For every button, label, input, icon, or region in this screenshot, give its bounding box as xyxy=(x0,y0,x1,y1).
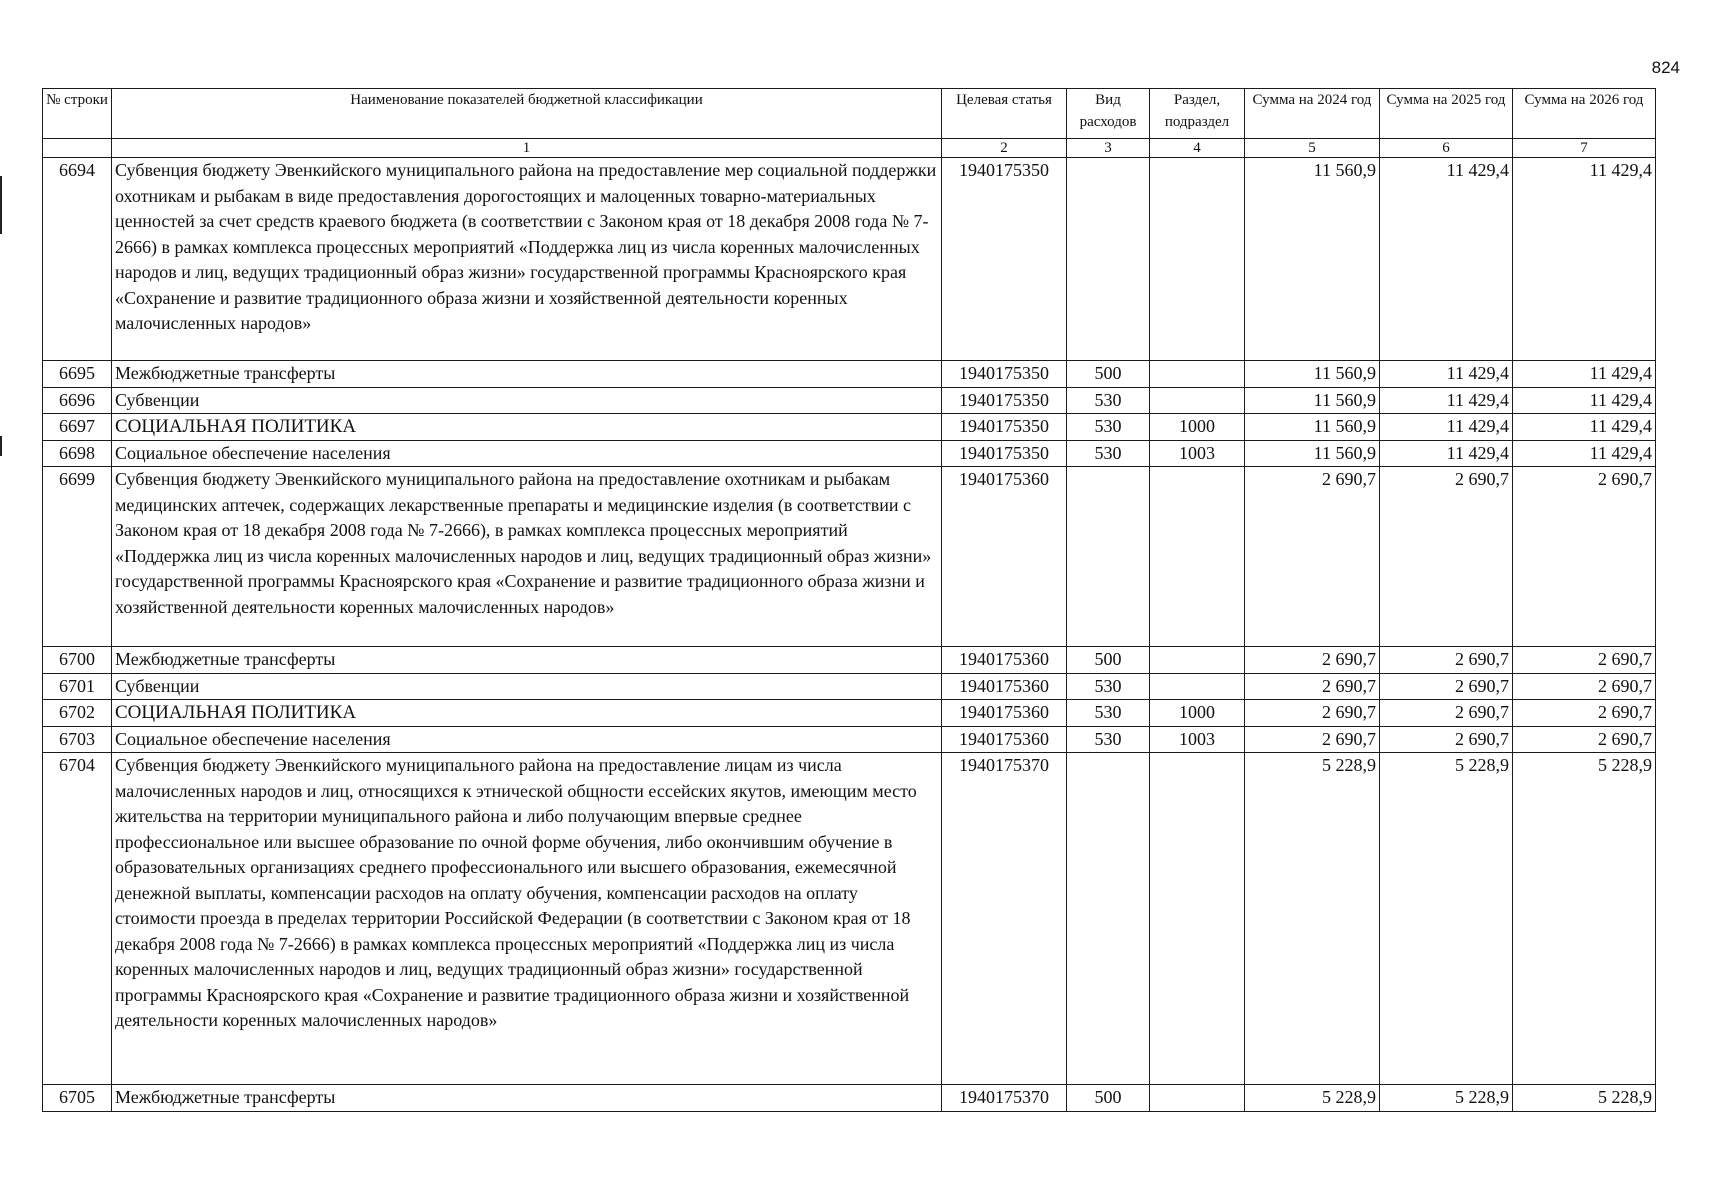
row-sum-2024: 2 690,7 xyxy=(1245,673,1380,700)
row-sum-2024: 2 690,7 xyxy=(1245,726,1380,753)
row-name: Субвенция бюджету Эвенкийского муниципального района на предоставление мер социальной поддержки охотникам и рыбакам в виде предоставления дорогостоящих и малоценных товарно-материальных ценностей за счет средств краевого бюджета (в соответствии с Законом края от 18 декабря 2008 года № 7-2666) в рамках комплекса процессных мероприятий «Поддержка лиц из числа коренных малочисленных народов и лиц, ведущих традиционный образ жизни» государственной программы Красноярского края «Сохранение и развитие традиционного образа жизни и хозяйственной деятельности коренных малочисленных народов» xyxy=(112,158,942,361)
row-name: СОЦИАЛЬНАЯ ПОЛИТИКА xyxy=(112,414,942,441)
row-section xyxy=(1150,467,1245,647)
row-number: 6701 xyxy=(43,673,112,700)
table-row xyxy=(43,1085,1656,1112)
row-expense-type: 530 xyxy=(1067,387,1150,414)
row-sum-2024: 11 560,9 xyxy=(1245,440,1380,467)
row-sum-2025: 2 690,7 xyxy=(1380,467,1513,647)
row-target: 1940175350 xyxy=(942,414,1067,441)
row-sum-2025: 11 429,4 xyxy=(1380,361,1513,388)
row-sum-2024: 2 690,7 xyxy=(1245,647,1380,674)
header-section: Раздел, подраздел xyxy=(1150,89,1245,139)
row-section: 1003 xyxy=(1150,440,1245,467)
row-target: 1940175350 xyxy=(942,387,1067,414)
column-number: 2 xyxy=(942,139,1067,158)
row-target: 1940175360 xyxy=(942,647,1067,674)
row-sum-2024: 11 560,9 xyxy=(1245,158,1380,361)
row-number: 6696 xyxy=(43,387,112,414)
row-sum-2025: 11 429,4 xyxy=(1380,414,1513,441)
column-number: 5 xyxy=(1245,139,1380,158)
row-sum-2026: 2 690,7 xyxy=(1513,467,1656,647)
column-number: 1 xyxy=(112,139,942,158)
row-expense-type: 530 xyxy=(1067,414,1150,441)
row-section xyxy=(1150,753,1245,1085)
row-sum-2026: 5 228,9 xyxy=(1513,1085,1656,1112)
row-number: 6702 xyxy=(43,700,112,727)
table-row xyxy=(43,647,1656,674)
row-target: 1940175360 xyxy=(942,673,1067,700)
row-number: 6703 xyxy=(43,726,112,753)
row-expense-type xyxy=(1067,467,1150,647)
row-target: 1940175370 xyxy=(942,753,1067,1085)
column-number xyxy=(43,139,112,158)
row-sum-2025: 11 429,4 xyxy=(1380,440,1513,467)
row-section xyxy=(1150,361,1245,388)
row-sum-2025: 5 228,9 xyxy=(1380,753,1513,1085)
row-expense-type xyxy=(1067,158,1150,361)
header-expense-type: Вид расходов xyxy=(1067,89,1150,139)
row-expense-type: 500 xyxy=(1067,361,1150,388)
row-section xyxy=(1150,673,1245,700)
table-row xyxy=(43,726,1656,753)
row-sum-2025: 2 690,7 xyxy=(1380,673,1513,700)
table-row xyxy=(43,467,1656,647)
row-sum-2026: 11 429,4 xyxy=(1513,158,1656,361)
row-section xyxy=(1150,647,1245,674)
row-name: Субвенции xyxy=(112,387,942,414)
margin-mark xyxy=(0,436,2,456)
header-row-no: № строки xyxy=(43,89,112,139)
row-target: 1940175370 xyxy=(942,1085,1067,1112)
row-name: Межбюджетные трансферты xyxy=(112,1085,942,1112)
row-section xyxy=(1150,387,1245,414)
table-row xyxy=(43,158,1656,361)
row-sum-2025: 2 690,7 xyxy=(1380,726,1513,753)
row-expense-type: 530 xyxy=(1067,440,1150,467)
row-target: 1940175360 xyxy=(942,726,1067,753)
row-target: 1940175360 xyxy=(942,700,1067,727)
page-number: 824 xyxy=(1651,58,1680,77)
row-sum-2026: 2 690,7 xyxy=(1513,673,1656,700)
table-row xyxy=(43,700,1656,727)
table-row xyxy=(43,753,1656,1085)
row-section xyxy=(1150,158,1245,361)
header-sum-2024: Сумма на 2024 год xyxy=(1245,89,1380,139)
header-name: Наименование показателей бюджетной классификации xyxy=(112,89,942,139)
row-number: 6694 xyxy=(43,158,112,361)
row-number: 6699 xyxy=(43,467,112,647)
header-target: Целевая статья xyxy=(942,89,1067,139)
column-number-row xyxy=(43,139,1656,158)
row-section: 1000 xyxy=(1150,414,1245,441)
row-sum-2026: 11 429,4 xyxy=(1513,414,1656,441)
margin-mark xyxy=(0,176,2,234)
row-name: Субвенции xyxy=(112,673,942,700)
row-target: 1940175350 xyxy=(942,158,1067,361)
column-number: 3 xyxy=(1067,139,1150,158)
header-sum-2026: Сумма на 2026 год xyxy=(1513,89,1656,139)
row-section: 1000 xyxy=(1150,700,1245,727)
row-section: 1003 xyxy=(1150,726,1245,753)
row-sum-2024: 5 228,9 xyxy=(1245,1085,1380,1112)
row-sum-2026: 2 690,7 xyxy=(1513,700,1656,727)
table-row xyxy=(43,361,1656,388)
row-sum-2024: 11 560,9 xyxy=(1245,361,1380,388)
row-sum-2025: 2 690,7 xyxy=(1380,647,1513,674)
header-sum-2025: Сумма на 2025 год xyxy=(1380,89,1513,139)
row-sum-2026: 11 429,4 xyxy=(1513,387,1656,414)
row-target: 1940175350 xyxy=(942,440,1067,467)
row-sum-2025: 5 228,9 xyxy=(1380,1085,1513,1112)
column-number: 4 xyxy=(1150,139,1245,158)
row-name: Социальное обеспечение населения xyxy=(112,440,942,467)
row-section xyxy=(1150,1085,1245,1112)
row-name: Социальное обеспечение населения xyxy=(112,726,942,753)
row-number: 6697 xyxy=(43,414,112,441)
column-number: 6 xyxy=(1380,139,1513,158)
table-row xyxy=(43,673,1656,700)
row-sum-2026: 2 690,7 xyxy=(1513,726,1656,753)
row-name: Межбюджетные трансферты xyxy=(112,361,942,388)
row-expense-type: 500 xyxy=(1067,647,1150,674)
row-target: 1940175360 xyxy=(942,467,1067,647)
row-name: Субвенция бюджету Эвенкийского муниципального района на предоставление охотникам и рыбакам медицинских аптечек, содержащих лекарственные препараты и медицинские изделия (в соответствии с Законом края от 18 декабря 2008 года № 7-2666), в рамках комплекса процессных мероприятий «Поддержка лиц из числа коренных малочисленных народов и лиц, ведущих традиционный образ жизни» государственной программы Красноярского края «Сохранение и развитие традиционного образа жизни и хозяйственной деятельности коренных малочисленных народов» xyxy=(112,467,942,647)
row-number: 6704 xyxy=(43,753,112,1085)
table-row xyxy=(43,414,1656,441)
row-sum-2026: 5 228,9 xyxy=(1513,753,1656,1085)
row-name: СОЦИАЛЬНАЯ ПОЛИТИКА xyxy=(112,700,942,727)
row-sum-2024: 5 228,9 xyxy=(1245,753,1380,1085)
header-row xyxy=(43,89,1656,139)
row-sum-2024: 11 560,9 xyxy=(1245,414,1380,441)
budget-table xyxy=(42,88,1656,1112)
row-name: Межбюджетные трансферты xyxy=(112,647,942,674)
table-row xyxy=(43,440,1656,467)
table-row xyxy=(43,387,1656,414)
row-sum-2026: 11 429,4 xyxy=(1513,440,1656,467)
row-number: 6700 xyxy=(43,647,112,674)
row-sum-2025: 2 690,7 xyxy=(1380,700,1513,727)
row-number: 6698 xyxy=(43,440,112,467)
row-name: Субвенция бюджету Эвенкийского муниципального района на предоставление лицам из числа малочисленных народов и лиц, относящихся к этнической общности ессейских якутов, имеющим место жительства на территории муниципального района и либо получающим впервые среднее профессиональное или высшее образование по очной форме обучения, либо окончившим обучение в образовательных организациях среднего профессионального или высшего образования, ежемесячной денежной выплаты, компенсации расходов на оплату обучения, компенсации расходов на оплату стоимости проезда в пределах территории Российской Федерации (в соответствии с Законом края от 18 декабря 2008 года № 7-2666) в рамках комплекса процессных мероприятий «Поддержка лиц из числа коренных малочисленных народов и лиц, ведущих традиционный образ жизни» государственной программы Красноярского края «Сохранение и развитие традиционного образа жизни и хозяйственной деятельности коренных малочисленных народов» xyxy=(112,753,942,1085)
row-sum-2025: 11 429,4 xyxy=(1380,158,1513,361)
row-number: 6695 xyxy=(43,361,112,388)
row-sum-2026: 2 690,7 xyxy=(1513,647,1656,674)
row-sum-2026: 11 429,4 xyxy=(1513,361,1656,388)
row-sum-2024: 11 560,9 xyxy=(1245,387,1380,414)
row-sum-2024: 2 690,7 xyxy=(1245,467,1380,647)
row-expense-type xyxy=(1067,753,1150,1085)
row-number: 6705 xyxy=(43,1085,112,1112)
column-number: 7 xyxy=(1513,139,1656,158)
row-expense-type: 500 xyxy=(1067,1085,1150,1112)
row-sum-2024: 2 690,7 xyxy=(1245,700,1380,727)
row-expense-type: 530 xyxy=(1067,673,1150,700)
row-target: 1940175350 xyxy=(942,361,1067,388)
row-expense-type: 530 xyxy=(1067,726,1150,753)
row-sum-2025: 11 429,4 xyxy=(1380,387,1513,414)
row-expense-type: 530 xyxy=(1067,700,1150,727)
